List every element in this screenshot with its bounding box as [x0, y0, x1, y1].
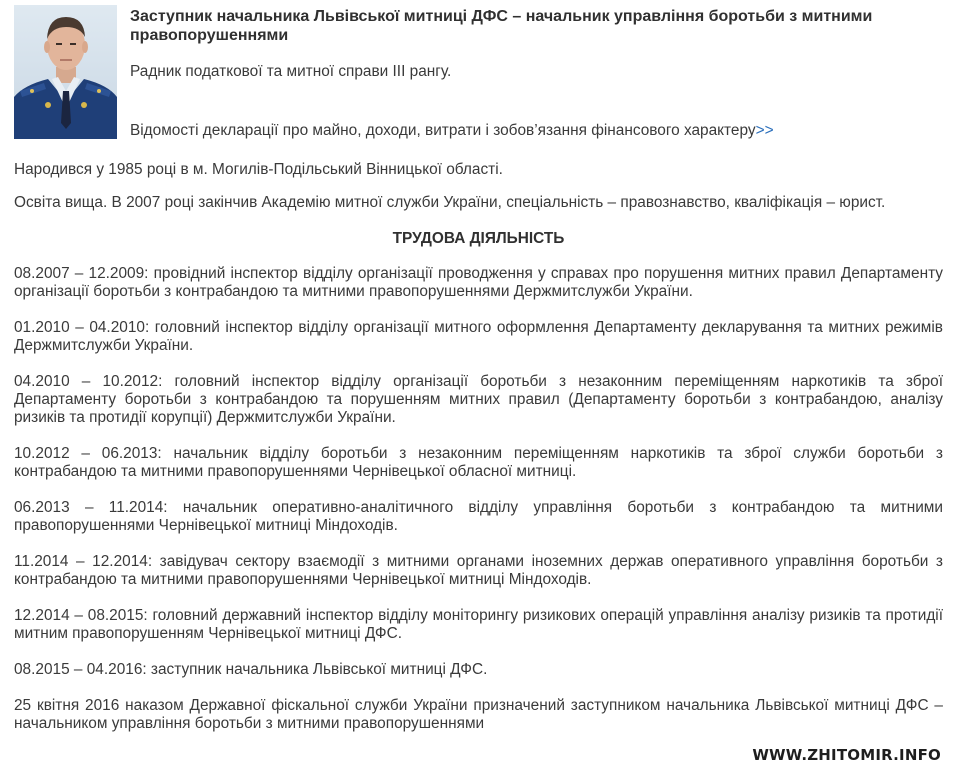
official-portrait-photo	[14, 5, 117, 139]
career-item: 06.2013 – 11.2014: начальник оперативно-аналітичного відділу управління боротьби з контрабандою та митними правопорушеннями Чернівецької митниці Міндоходів.	[14, 499, 943, 534]
rank-text: Радник податкової та митної справи ІІІ рангу.	[130, 63, 452, 80]
career-item: 25 квітня 2016 наказом Державної фіскальної служби України призначений заступником начальника Львівської митниці ДФС – начальником управління боротьби з митними правопорушеннями	[14, 697, 943, 732]
career-item: 01.2010 – 04.2010: головний інспектор відділу організації митного оформлення Департаменту декларування та митних режимів Держмитслужби України.	[14, 319, 943, 354]
profile-header	[14, 5, 944, 140]
biography-body	[14, 161, 943, 751]
education-paragraph: Освіта вища. В 2007 році закінчив Академію митної служби України, спеціальність – правознавство, кваліфікація – юрист.	[14, 194, 886, 211]
career-item: 04.2010 – 10.2012: головний інспектор відділу організації боротьби з незаконним переміщенням наркотиків та зброї Департаменту боротьби з контрабандою та порушенням митних правил (Департаменту боротьби з контрабандою, аналізу ризиків та протидії корупції) Держмитслужби України.	[14, 373, 943, 426]
career-item: 11.2014 – 12.2014: завідувач сектору взаємодії з митними органами іноземних держав оперативного управління боротьби з контрабандою та митними правопорушеннями Чернівецької митниці Міндоходів.	[14, 553, 943, 588]
career-item: 08.2007 – 12.2009: провідний інспектор відділу організації проводження у справах про порушення митних правил Департаменту організації боротьби з контрабандою та митними правопорушеннями Держмитслужби України.	[14, 265, 943, 300]
position-title: Заступник начальника Львівської митниці ДФС – начальник управління боротьби з митними правопорушеннями	[130, 8, 873, 44]
birth-paragraph: Народився у 1985 році в м. Могилів-Подільський Вінницької області.	[14, 161, 503, 178]
career-item: 12.2014 – 08.2015: головний державний інспектор відділу моніторингу ризикових операцій управління аналізу ризиків та протидії митним правопорушенням Чернівецької митниці ДФС.	[14, 607, 943, 642]
site-watermark: WWW.ZHITOMIR.INFO	[752, 746, 941, 764]
declaration-link[interactable]: >>	[755, 122, 774, 139]
declaration-text: Відомості декларації про майно, доходи, витрати і зобов’язання фінансового характеру	[130, 122, 756, 139]
career-section-title: ТРУДОВА ДІЯЛЬНІСТЬ	[392, 230, 565, 247]
career-item: 10.2012 – 06.2013: начальник відділу боротьби з незаконним переміщенням наркотиків та зброї служби боротьби з контрабандою та митними правопорушеннями Чернівецької обласної митниці.	[14, 445, 943, 480]
career-item: 08.2015 – 04.2016: заступник начальника Львівської митниці ДФС.	[14, 661, 488, 678]
career-list	[14, 265, 943, 733]
declaration-line	[130, 122, 774, 140]
